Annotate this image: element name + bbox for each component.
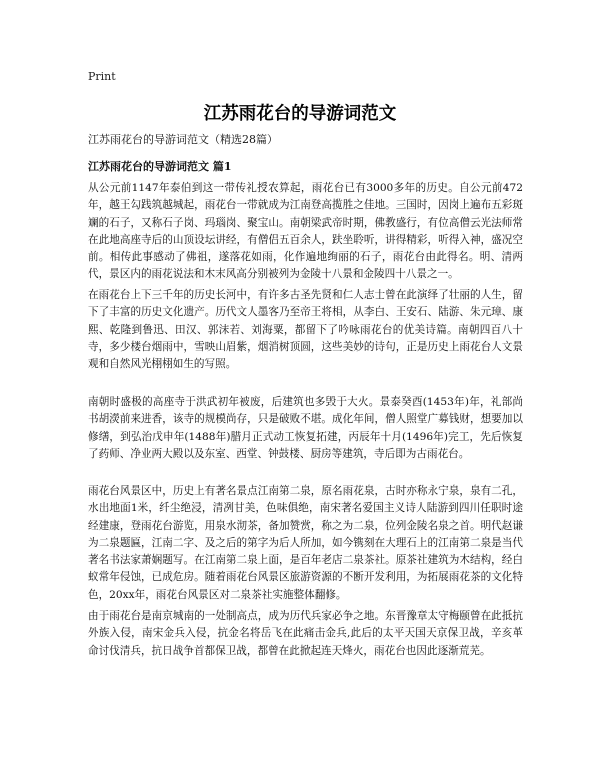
document-subtitle: 江苏雨花台的导游词范文（精选28篇）: [88, 133, 278, 146]
paragraph-3: 南朝时盛极的高座寺于洪武初年被废，后建筑也多毁于大火。景泰癸酉(1453年)年，礼部尚书胡濙前来进香，该寺的规模尚存，只是破败不堪。成化年间，僧人照堂广募钱财，想要加以修缮，到弘治戊申年(1488年)腊月正式动工恢复拓建，丙辰年十月(1496年)完工，先后恢复了药师、净业两大殿以及东室、西堂、钟鼓楼、厨房等建筑，寺后即为古雨花台。: [88, 396, 523, 460]
print-link[interactable]: Print: [88, 70, 116, 83]
paragraph-4: 雨花台风景区中，历史上有著名景点江南第二泉，原名雨花泉，古时亦称永宁泉，泉有二孔，水出地面1米，纤尘绝浸，清冽甘美，色味俱绝，南宋著名爱国主义诗人陆游到四川任职时途经建康，登雨花台游览，用泉水沏茶，备加赞赏，称之为二泉，位列金陵名泉之首。明代赵谦为二泉题匾，江南二字、及之后的第字为后人所加，如今镌刻在大理石上的江南第二泉是当代著名书法家萧娴题写。在江南第二泉上面，是百年老店二泉茶社。原茶社建筑为木结构，经白蚁常年侵蚀，已成危房。随着雨花台风景区旅游资源的不断开发利用，为拓展雨花茶的文化特色，20xx年，雨花台风景区对二泉茶社实施整体翻修。: [88, 485, 523, 601]
paragraph-1: 从公元前1147年泰伯到这一带传礼授农算起，雨花台已有3000多年的历史。自公元前472年，越王勾践筑越城起，雨花台一带就成为江南登高揽胜之佳地。三国时，因岗上遍布五彩斑斓的石子，又称石子岗、玛瑙岗、聚宝山。南朝梁武帝时期，佛教盛行，有位高僧云光法师常在此地高座寺后的山顶设坛讲经，有僧侣五百余人，趺坐聆听，讲得精彩，听得入神，盛况空前。相传此事感动了佛祖，遂落花如雨，化作遍地绚丽的石子，雨花台由此得名。明、清两代，景区内的雨花说法和木末风高分别被列为金陵十八景和金陵四十八景之一。: [88, 182, 523, 281]
paragraph-2: 在雨花台上下三千年的历史长河中，有许多古圣先贤和仁人志士曾在此演绎了壮丽的人生，留下了丰富的历史文化遗产。历代文人墨客乃至帝王将相，从李白、王安石、陆游、朱元璋、康熙、乾隆到鲁迅、田汉、郭沫若、刘海粟，都留下了吟咏雨花台的优美诗篇。南朝四百八十寺，多少楼台烟雨中，雪映山眉紫，烟消树顶圆，这些美妙的诗句，正是历史上雨花台人文景观和自然风光栩栩如生的写照。: [88, 289, 523, 371]
page-title: 江苏雨花台的导游词范文: [203, 104, 397, 124]
paragraph-5: 由于雨花台是南京城南的一处制高点，成为历代兵家必争之地。东晋豫章太守梅颐曾在此抵抗外族入侵，南宋金兵入侵，抗金名将岳飞在此痛击金兵,此后的太平天国天京保卫战，辛亥革命讨伐清兵，抗日战争首都保卫战，都曾在此掀起连天烽火，雨花台也因此逐渐荒芜。: [88, 610, 523, 657]
section-heading: 江苏雨花台的导游词范文 篇1: [88, 160, 232, 173]
